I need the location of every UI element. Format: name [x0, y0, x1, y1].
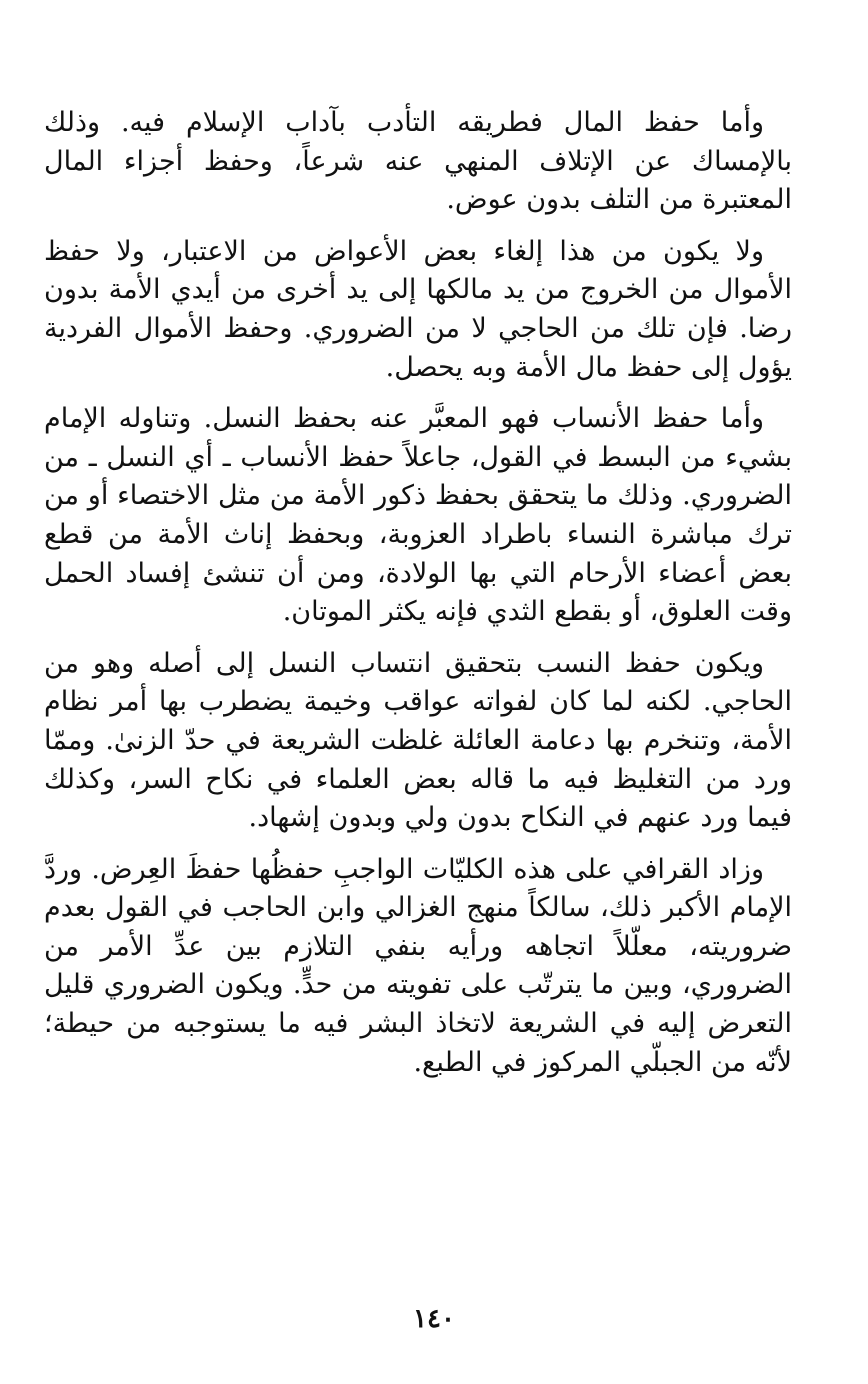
page-body	[44, 104, 792, 1095]
paragraph-lineage-preservation: وأما حفظ الأنساب فهو المعبَّر عنه بحفظ النسل. وتناوله الإمام بشيء من البسط في القول، جاعلاً حفظ الأنساب ـ أي النسل ـ من الضروري. وذلك ما يتحقق بحفظ ذكور الأمة من مثل الاختصاء أو من ترك مباشرة النساء باطراد العزوبة، وبحفظ إناث الأمة من قطع بعض أعضاء الأرحام التي بها الولادة، ومن أن تنشئ إفساد الحمل وقت العلوق، أو بقطع الثدي فإنه يكثر الموتان.	[44, 403, 792, 628]
paragraph-honor-preservation: وزاد القرافي على هذه الكليّات الواجبِ حفظُها حفظَ العِرض. وردَّ الإمام الأكبر ذلك، سالكاً منهج الغزالي وابن الحاجب في القول بعدم ضروريته، معلّلاً اتجاهه ورأيه بنفي التلازم بين عدِّ الأمر من الضروري، وبين ما يترتّب على تفويته من حدٍّ. ويكون الضروري قليل التعرض إليه في الشريعة لاتخاذ البشر فيه ما يستوجبه من حيطة؛ لأنّه من الجبلّي المركوز في الطبع.	[44, 853, 792, 1078]
paragraph-wealth-preservation: وأما حفظ المال فطريقه التأدب بآداب الإسلام فيه. وذلك بالإمساك عن الإتلاف المنهي عنه شرعاً، وحفظ أجزاء المال المعتبرة من التلف بدون عوض.	[44, 107, 792, 216]
page-number: ١٤٠	[413, 1304, 455, 1334]
paragraph-wealth-exceptions: ولا يكون من هذا إلغاء بعض الأعواض من الاعتبار، ولا حفظ الأموال من الخروج من يد مالكها إلى يد أخرى من أيدي الأمة بدون رضا. فإن تلك من الحاجي لا من الضروري. وحفظ الأموال الفردية يؤول إلى حفظ مال الأمة وبه يحصل.	[44, 235, 792, 383]
paragraph-lineage-attribution: ويكون حفظ النسب بتحقيق انتساب النسل إلى أصله وهو من الحاجي. لكنه لما كان لفواته عواقب وخيمة يضطرب بها أمر نظام الأمة، وتنخرم بها دعامة العائلة غلظت الشريعة في حدّ الزنىٰ. وممّا ورد من التغليظ فيه ما قاله بعض العلماء في نكاح السر، وكذلك فيما ورد عنهم في النكاح بدون ولي وبدون إشهاد.	[44, 647, 792, 834]
